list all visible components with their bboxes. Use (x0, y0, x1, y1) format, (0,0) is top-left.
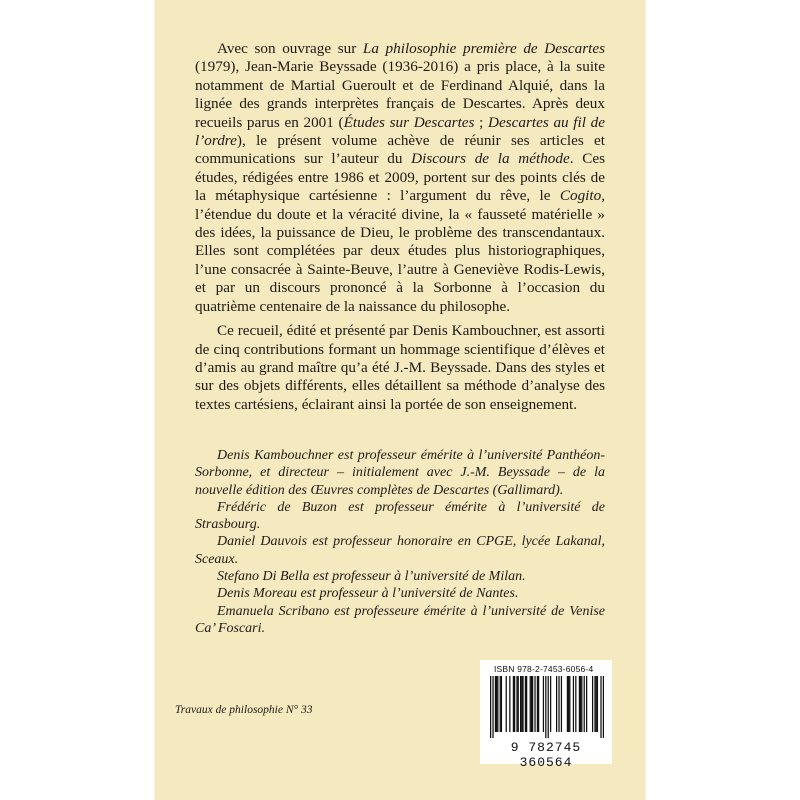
text-run: ), le présent volume achève de réunir ses articles et communications sur l’auteur du (195, 132, 605, 168)
barcode-bar (525, 676, 526, 732)
barcode-bar (501, 676, 502, 732)
barcode-bar (545, 676, 546, 738)
barcode-bar (518, 676, 519, 732)
description-paragraph-1 (195, 40, 605, 316)
description-paragraph-2 (195, 322, 605, 414)
barcode-bar (495, 676, 496, 732)
term: Cogito (559, 187, 602, 205)
barcode-bar (586, 676, 587, 732)
barcode-bar (526, 676, 527, 732)
text-run: Avec son ouvrage sur (217, 40, 363, 57)
barcode-bar (522, 676, 523, 732)
barcode-bar (521, 676, 522, 732)
bio-line: Denis Moreau est professeur à l’université de Nantes. (217, 586, 519, 602)
barcode-bar (596, 676, 597, 732)
barcode-bar (496, 676, 497, 732)
barcode-bar (561, 676, 562, 732)
series-label: Travaux de philosophie N° 33 (175, 704, 313, 716)
barcode-bar (548, 676, 549, 738)
barcode-bar (550, 676, 551, 732)
description (195, 40, 605, 414)
barcode-bar (603, 676, 604, 738)
bio-line: Daniel Dauvois est professeur honoraire en CPGE, lycée Lakanal, Sceaux. (195, 534, 605, 567)
barcode-bar (500, 676, 501, 732)
barcode-bar (492, 676, 493, 738)
bio-line: Frédéric de Buzon est professeur émérite à l’université de Strasbourg. (195, 499, 605, 533)
book-title: Descartes au fil de l’ordre (195, 113, 605, 150)
barcode-bar (558, 676, 559, 732)
barcode-bar (580, 676, 581, 732)
barcode-bar (543, 676, 544, 732)
barcode-bar (567, 676, 568, 732)
barcode-bar (490, 676, 491, 738)
barcode-bar (556, 676, 557, 732)
book-title: La philosophie première de Descartes (362, 40, 605, 57)
barcode-bar (516, 676, 517, 732)
bio-line: Emanuela Scribano est professeure émérite à l’université de Venise Ca’ Foscari. (195, 603, 605, 636)
text-run: Ce recueil, édité et présenté par Denis Kambouchner, est assorti de cinq contributions formant un hommage scientifique d’élèves et d’amis au grand maître qu’a été J.-M. Beyssade. Dans des styles et sur des objets différents, elles détaillent sa méthode d’analyse des textes cartésiens, éclairant ainsi la portée de son enseignement. (195, 322, 605, 413)
barcode-bar (534, 676, 535, 732)
barcode-bar (579, 676, 580, 732)
barcode-bar (506, 676, 507, 732)
barcode-bar (594, 676, 595, 732)
barcode-digits: 9 782745 360564 (510, 740, 582, 770)
text-run: ; (474, 113, 489, 131)
barcode-bar (575, 676, 576, 732)
bio-line: Denis Kambouchner est professeur émérite à l’université Panthéon-Sorbonne, et directeur – initialement avec J.-M. Beyssade – de la nouvelle édition des Œuvres complètes de Descartes (Gallimard). (195, 448, 605, 498)
barcode-bar (600, 676, 601, 738)
back-cover (155, 0, 645, 800)
barcode-bar (514, 676, 515, 732)
barcode-bar (513, 676, 514, 732)
contributor-bios (195, 447, 605, 637)
barcode-bar (597, 676, 598, 732)
text-run: , l’étendue du doute et la véracité divine, la « fausseté matérielle » des idées, la puissance de Dieu, le problème des transcendantaux. Elles sont complétées par deux études plus historiographiques, l’une consacrée à Sainte-Beuve, l’autre à Geneviève Rodis-Lewis, et par un discours prononcé à la Sorbonne à l’occasion du quatrième centenaire de la naissance du philosophe. (195, 187, 605, 315)
barcode-bar (532, 676, 533, 732)
barcode-bar (530, 676, 531, 732)
barcode-bar (573, 676, 574, 732)
barcode-bar (520, 676, 521, 732)
barcode-bar (538, 676, 539, 732)
barcode-bar (592, 676, 593, 732)
barcode-bar (569, 676, 570, 732)
barcode-area (480, 660, 612, 770)
barcode-bar (584, 676, 585, 732)
bio-line: Stefano Di Bella est professeur à l’université de Milan. (217, 569, 526, 585)
barcode-bar (531, 676, 532, 732)
text-run: . Ces études, rédigées entre 1986 et 2009, portent sur des points clés de la métaphysique cartésienne : l’argument du rêve, le (195, 150, 605, 205)
isbn-label: ISBN 978-2-7453-6056-4 (494, 664, 594, 674)
text-run: (1979), Jean-Marie Beyssade (1936-2016) a pris place, à la suite notamment de Martial Gueroult et de Ferdinand Alquié, dans la lignée des grands interprètes français de Descartes. Après deux recueils parus en 2001 ( (195, 58, 605, 131)
barcode-icon (490, 676, 604, 738)
barcode-bar (497, 676, 498, 732)
barcode-bar (581, 676, 582, 732)
barcode-bar (509, 676, 510, 732)
barcode-bar (537, 676, 538, 732)
barcode-bar (568, 676, 569, 732)
book-title: Discours de la méthode (411, 150, 570, 168)
book-title: Études sur Descartes (343, 113, 475, 131)
